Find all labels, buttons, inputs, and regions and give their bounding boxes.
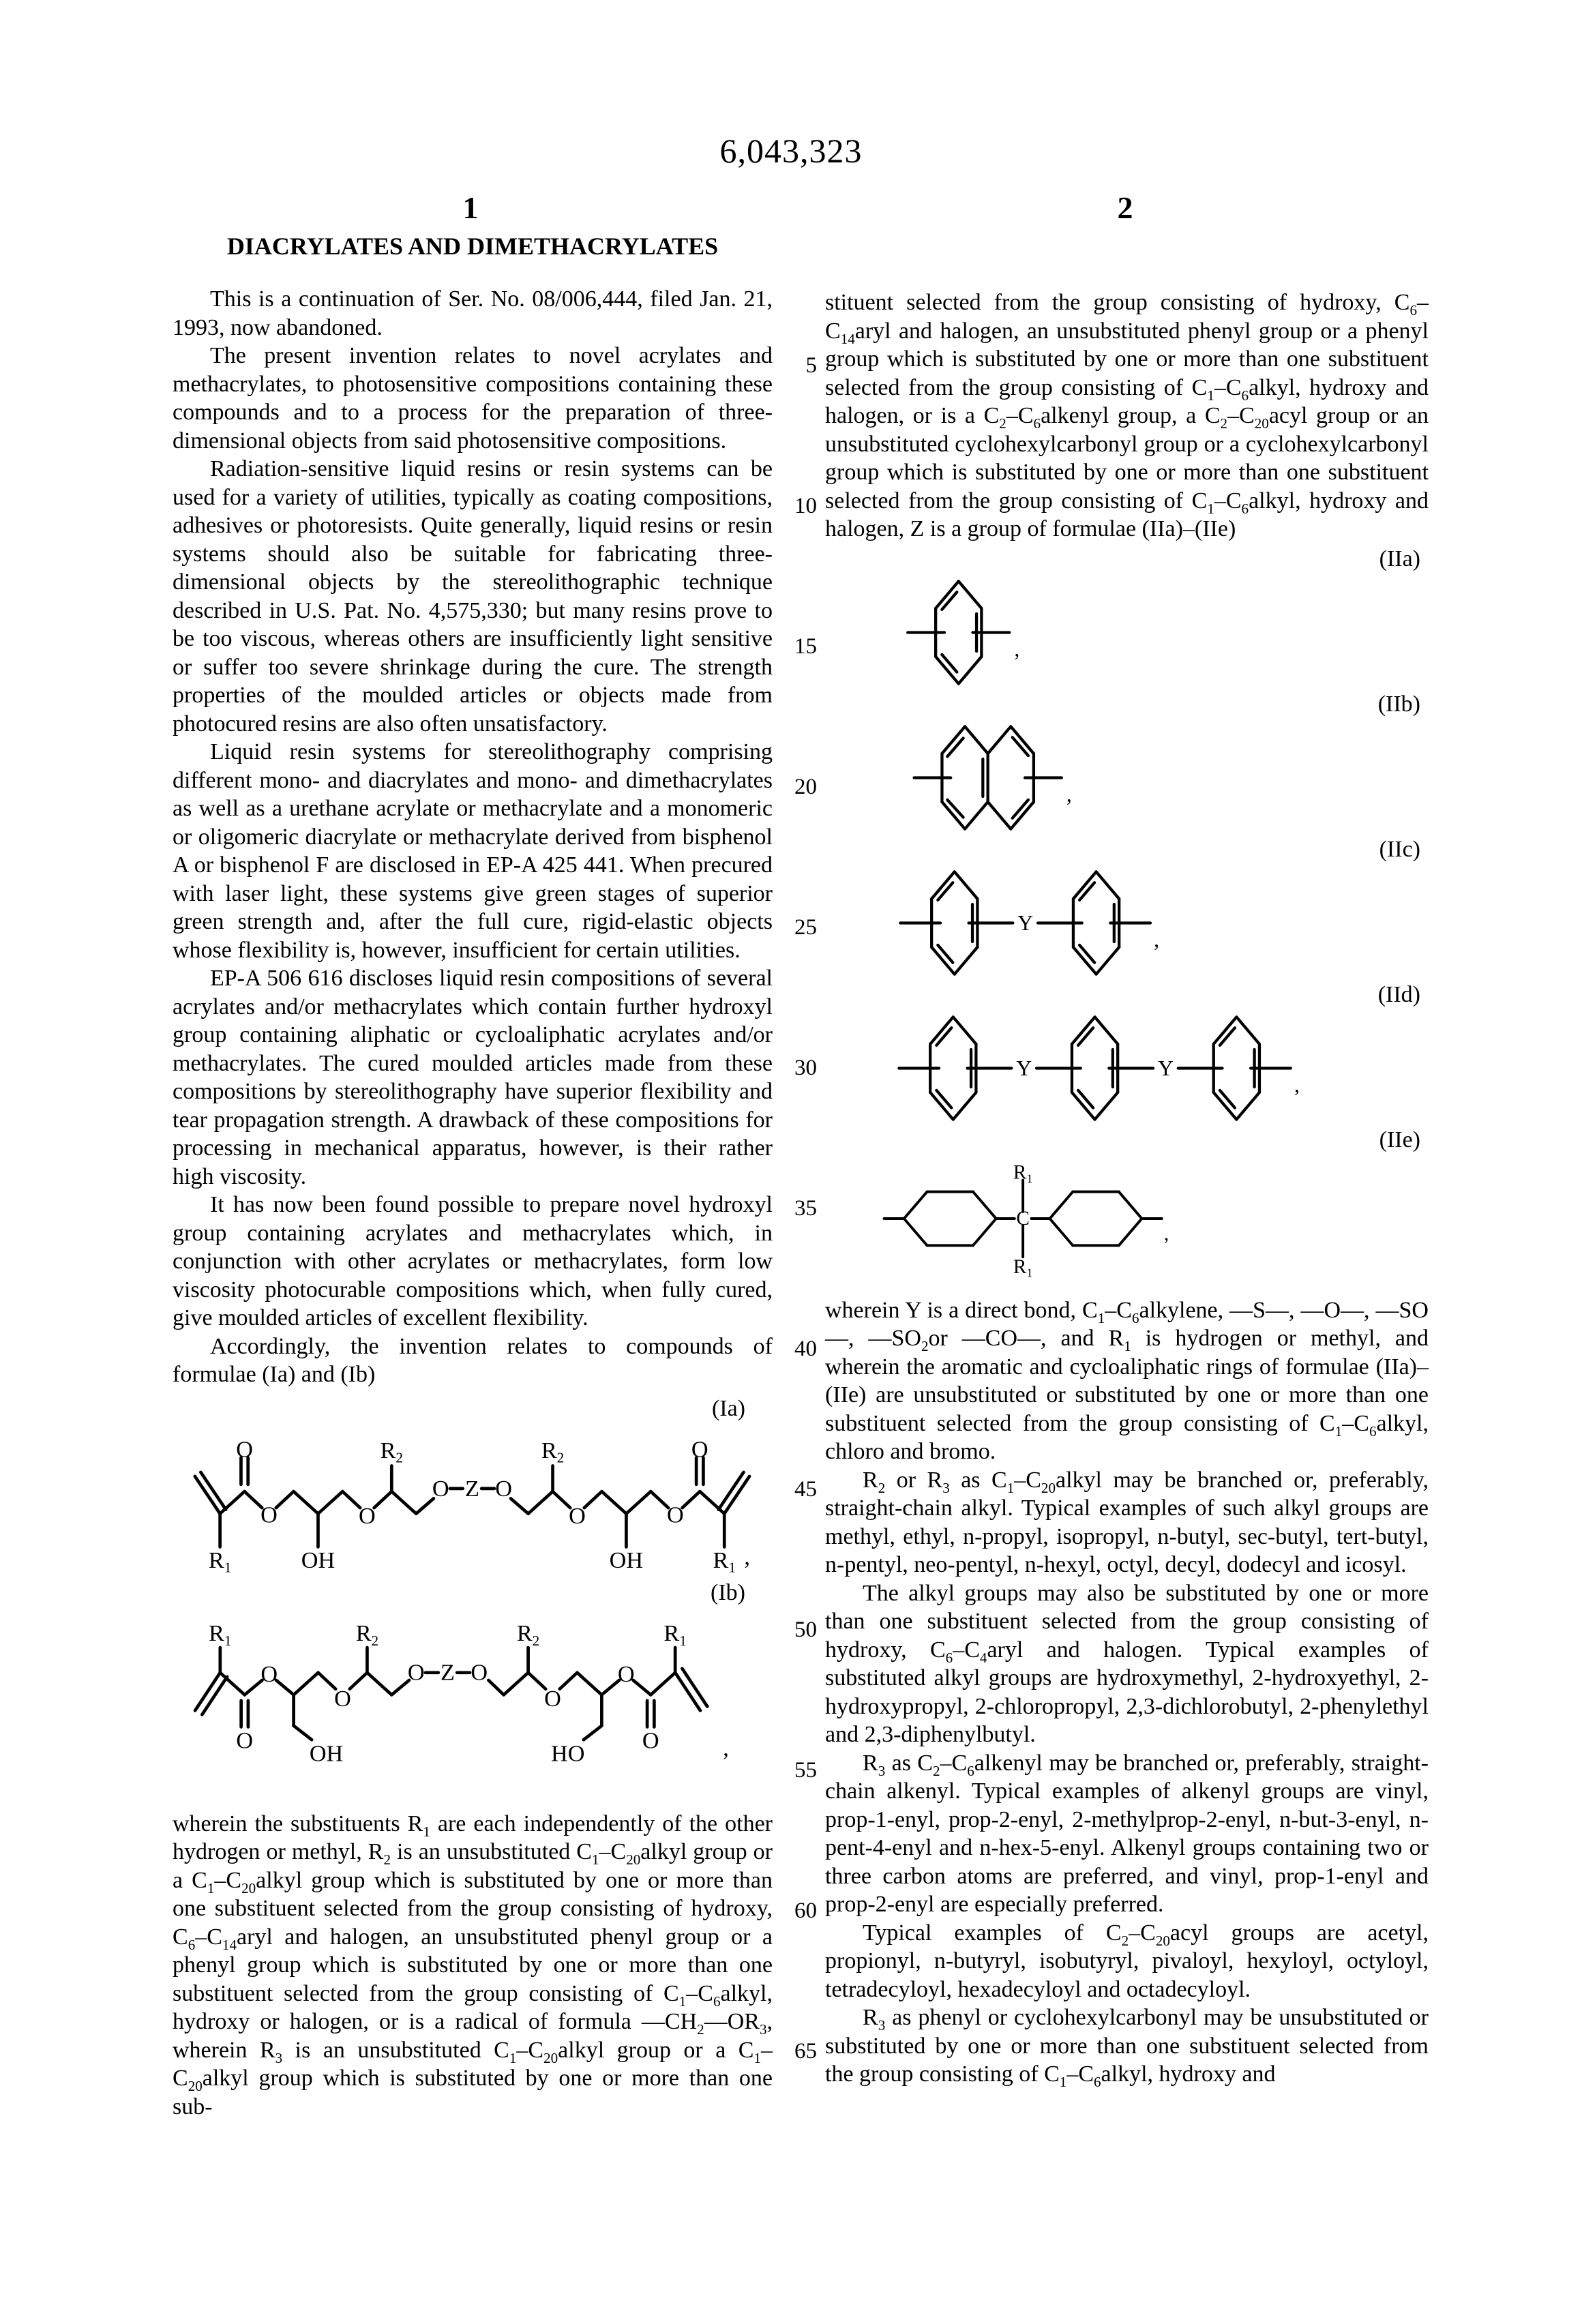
structure-Ia-diagram: [188, 1427, 760, 1573]
svg-text:Y: Y: [1016, 1056, 1032, 1080]
paragraph-r3-phenyl: $R_3$ as phenyl or cyclohexylcarbonyl may be unsubstituted or substituted by one or more than one substituent selected from the group consisting of $C_1-C_6alkyl$, hydroxy and: [825, 2005, 1429, 2090]
line-number: 60: [794, 1898, 817, 1923]
svg-text:O: O: [407, 1659, 425, 1685]
svg-text:O: O: [260, 1661, 278, 1687]
structure-IIc-diagram: [888, 867, 1163, 979]
svg-text:R2: $R_2$: [355, 1620, 379, 1649]
svg-text:Y: Y: [1157, 1056, 1174, 1080]
svg-text:R1: $R_1$: [663, 1620, 687, 1649]
paragraph-alkenyl-examples: $R_3$ as $C_2-C_6alkenyl$ may be branched or, preferably, straight-chain alkenyl. Typical examples of alkenyl groups are vinyl, prop-1-enyl, prop-2-enyl, 2-methylprop-2-enyl, n-but-3-enyl, n-pent-4-enyl and n-hex-5-enyl. Alkenyl groups containing two or three carbon atoms are preferred, and vinyl, prop-1-enyl and prop-2-enyl are especially preferred.: [825, 1750, 1429, 1917]
svg-text:O: O: [642, 1727, 659, 1753]
svg-text:O: O: [691, 1436, 708, 1463]
svg-text:HO: HO: [551, 1740, 585, 1766]
svg-text:O: O: [260, 1501, 278, 1528]
paragraph-alkyl-examples: $R_2$ or $R_3$ as $C_1-C_{20}alkyl$ may be branched or, preferably, straight-chain alkyl. Typical examples of such alkyl groups are methyl, ethyl, n-propyl, isopropyl, n-butyl, sec-butyl, tert-butyl, n-pentyl, neo-pentyl, n-hexyl, octyl, decyl, dodecyl and icosyl.: [825, 1467, 1429, 1577]
column-2-number: 2: [1117, 190, 1133, 225]
paragraph-novel-hydroxyl: It has now been found possible to prepare novel hydroxyl group containing acrylates and methacrylates which, in conjunction with other acrylates or methacrylates, form low viscosity photocurable compositions which, when fully cured, give moulded articles of excellent flexibility.: [173, 1192, 773, 1330]
structure-Ib-diagram: [188, 1611, 760, 1769]
line-number: 40: [794, 1337, 817, 1361]
svg-text:R2: $R_2$: [380, 1437, 404, 1466]
svg-text:O: O: [334, 1686, 351, 1712]
invention-title: DIACRYLATES AND DIMETHACRYLATES: [226, 233, 719, 260]
patent-number: 6,043,323: [719, 132, 863, 170]
formula-label-IIb: (IIb): [1377, 691, 1420, 717]
paragraph-background-resins: Radiation-sensitive liquid resins or resin systems can be used for a variety of utilities, typically as coating compositions, adhesives or photoresists. Quite generally, liquid resins or resin systems should also be suitable for fabricating three-dimensional objects by the stereolithographic technique described in U.S. Pat. No. 4,575,330; but many resins prove to be too viscous, whereas others are insufficiently light sensitive or suffer too severe shrinkage during the cure. The strength properties of the moulded articles or objects made from photocured resins are also often unsatisfactory.: [173, 456, 773, 736]
line-number: 35: [794, 1196, 817, 1221]
line-number: 15: [794, 634, 817, 659]
svg-text:Z: Z: [441, 1659, 455, 1685]
paragraph-field-of-invention: The present invention relates to novel acrylates and methacrylates, to photosensitive compositions containing these compounds and to a process for the preparation of three-dimensional objects from said photosensitive compositions.: [173, 343, 773, 453]
paragraph-acyl-examples: Typical examples of $C_2-C_{20}acyl$ groups are acetyl, propionyl, n-butyryl, isobutyryl, pivaloyl, hexyloyl, octyloyl, tetradecyloyl, hexadecyloyl and octadecyloyl.: [825, 1920, 1429, 2002]
svg-text:,: ,: [723, 1735, 729, 1761]
paragraph-substituent-continuation: stituent selected from the group consisting of hydroxy, $C_6-C_{14}aryl$ and halogen, an unsubstituted phenyl group or a phenyl group which is substituted by one or more than one substituent selected from the group consisting of $C_1-C_6alkyl$, hydroxy and halogen, or is a $C_2-C_6alkenyl$ group, a $C_2-C_{20}acyl$ group or an unsubstituted cyclohexylcarbonyl group or a cyclohexylcarbonyl group which is substituted by one or more than one substituent selected from the group consisting of $C_1-C_6alkyl$, hydroxy and halogen, Z is a group of formulae (IIa)–(IIe): [825, 290, 1429, 541]
paragraph-ep-a-506-616: EP-A 506 616 discloses liquid resin compositions of several acrylates and/or methacrylates which contain further hydroxyl group containing aliphatic or cycloaliphatic acrylates and/or methacrylates. The cured moulded articles made from these compositions by stereolithography have superior flexibility and tear propagation strength. A drawback of these compositions for processing in mechanical apparatus, however, is their rather high viscosity.: [173, 966, 773, 1189]
line-number: 20: [794, 775, 817, 799]
svg-text:R2: $R_2$: [541, 1437, 565, 1466]
svg-text:R1: $R_1$: [208, 1547, 232, 1573]
column-1: [173, 232, 773, 2121]
line-number: 55: [794, 1758, 817, 1783]
svg-text:O: O: [617, 1661, 635, 1687]
svg-text:O: O: [236, 1436, 253, 1463]
paragraph-ep-a-425-441: Liquid resin systems for stereolithography comprising different mono- and diacrylates and mono- and dimethacrylates as well as a urethane acrylate or methacrylate and a monomeric or oligomeric diacrylate or methacrylate derived from bisphenol A or bisphenol F are disclosed in EP-A 425 441. When precured with laser light, these systems give green stages of superior green strength and, after the full cure, rigid-elastic objects whose flexibility is, however, insufficient for certain utilities.: [173, 739, 773, 963]
structure-IIb-diagram: [888, 721, 1088, 834]
svg-text:Z: Z: [464, 1475, 479, 1502]
line-number: 10: [794, 494, 817, 518]
svg-text:OH: OH: [609, 1547, 644, 1573]
formula-label-IIe: (IIe): [1379, 1127, 1420, 1152]
svg-text:R1: $R_1$: [1013, 1161, 1033, 1185]
paragraph-wherein-substituents: wherein the substituents $R_1$ are each independently of the other hydrogen or methyl, $R_2$ is an unsubstituted $C_1-C_{20}alkyl$ group or a $C_1-C_{20}alkyl$ group which is substituted by one or more than one substituent selected from the group consisting of hydroxy, $C_6-C_{14}aryl$ and halogen, an unsubstituted phenyl group or a phenyl group which is substituted by one or more than one substituent selected from the group consisting of $C_1-C_6alkyl$, hydroxy or halogen, or is a radical of formula $—CH_2—OR_3$, wherein $R_3$ is an unsubstituted $C_1-C_{20}alkyl$ group or a $C_1-C_{20}alkyl$ group which is substituted by one or more than one sub-: [173, 1811, 773, 2119]
paragraph-substituted-alkyl: The alkyl groups may also be substituted by one or more than one substituent selected from the group consisting of hydroxy, $C_6-C_4aryl$ and halogen. Typical examples of substituted alkyl groups are hydroxymethyl, 2-hydroxyethyl, 2-hydroxypropyl, 2-chloropropyl, 2,3-dichlorobutyl, 2-phenylethyl and 2,3-diphenylbutyl.: [825, 1580, 1429, 1747]
svg-text:O: O: [432, 1475, 449, 1502]
svg-text:O: O: [495, 1475, 513, 1502]
svg-text:,: ,: [1154, 927, 1160, 951]
svg-text:R1: $R_1$: [713, 1547, 736, 1573]
formula-label-IIa: (IIa): [1379, 546, 1420, 571]
paragraph-accordingly: Accordingly, the invention relates to compounds of formulae (Ia) and (Ib): [173, 1333, 773, 1387]
svg-text:,: ,: [1014, 636, 1020, 661]
svg-text:,: ,: [1294, 1072, 1300, 1097]
svg-text:,: ,: [1163, 1223, 1169, 1245]
line-number: 65: [794, 2039, 817, 2064]
structure-IIa-diagram: [892, 576, 1026, 689]
paragraph-continuation-notice: This is a continuation of Ser. No. 08/006,444, filed Jan. 21, 1993, now abandoned.: [173, 286, 773, 340]
svg-text:OH: OH: [309, 1740, 344, 1766]
formula-label-IIc: (IIc): [1379, 836, 1420, 862]
svg-text:O: O: [471, 1659, 488, 1685]
paragraph-wherein-y: wherein Y is a direct bond, $C_1-C_6alkylene$, —S—, —O—, —SO—, $—SO_2or$ —CO—, and $R_1$ is hydrogen or methyl, and wherein the aromatic and cycloaliphatic rings of formulae (IIa)–(IIe) are unsubstituted or substituted by one or more than one substituent selected from the group consisting of $C_1-C_6alkyl$, chloro and bromo.: [825, 1297, 1429, 1464]
svg-text:Y: Y: [1017, 910, 1034, 935]
line-number: 45: [794, 1477, 817, 1502]
svg-text:,: ,: [744, 1543, 750, 1570]
line-number: 50: [794, 1618, 817, 1642]
formula-label-Ib: (Ib): [711, 1579, 745, 1605]
line-number: 30: [794, 1056, 817, 1080]
svg-text:R1: $R_1$: [1013, 1255, 1033, 1280]
line-number: 5: [805, 353, 817, 378]
formula-label-Ia: (Ia): [711, 1395, 745, 1421]
svg-text:OH: OH: [301, 1547, 335, 1573]
svg-text:C: C: [1016, 1207, 1030, 1230]
svg-text:,: ,: [1066, 781, 1072, 806]
svg-text:O: O: [544, 1686, 561, 1712]
svg-text:R1: $R_1$: [209, 1620, 232, 1649]
formula-label-IId: (IId): [1377, 981, 1420, 1007]
svg-text:O: O: [236, 1727, 254, 1753]
svg-text:O: O: [358, 1502, 376, 1529]
structure-IId-diagram: [886, 1012, 1303, 1124]
svg-text:R2: $R_2$: [516, 1620, 540, 1649]
column-1-number: 1: [462, 190, 479, 225]
structure-IIe-diagram: [881, 1157, 1173, 1280]
svg-text:O: O: [666, 1501, 684, 1528]
line-number: 25: [794, 915, 817, 940]
column-2: [825, 288, 1429, 2089]
svg-text:O: O: [569, 1502, 586, 1529]
